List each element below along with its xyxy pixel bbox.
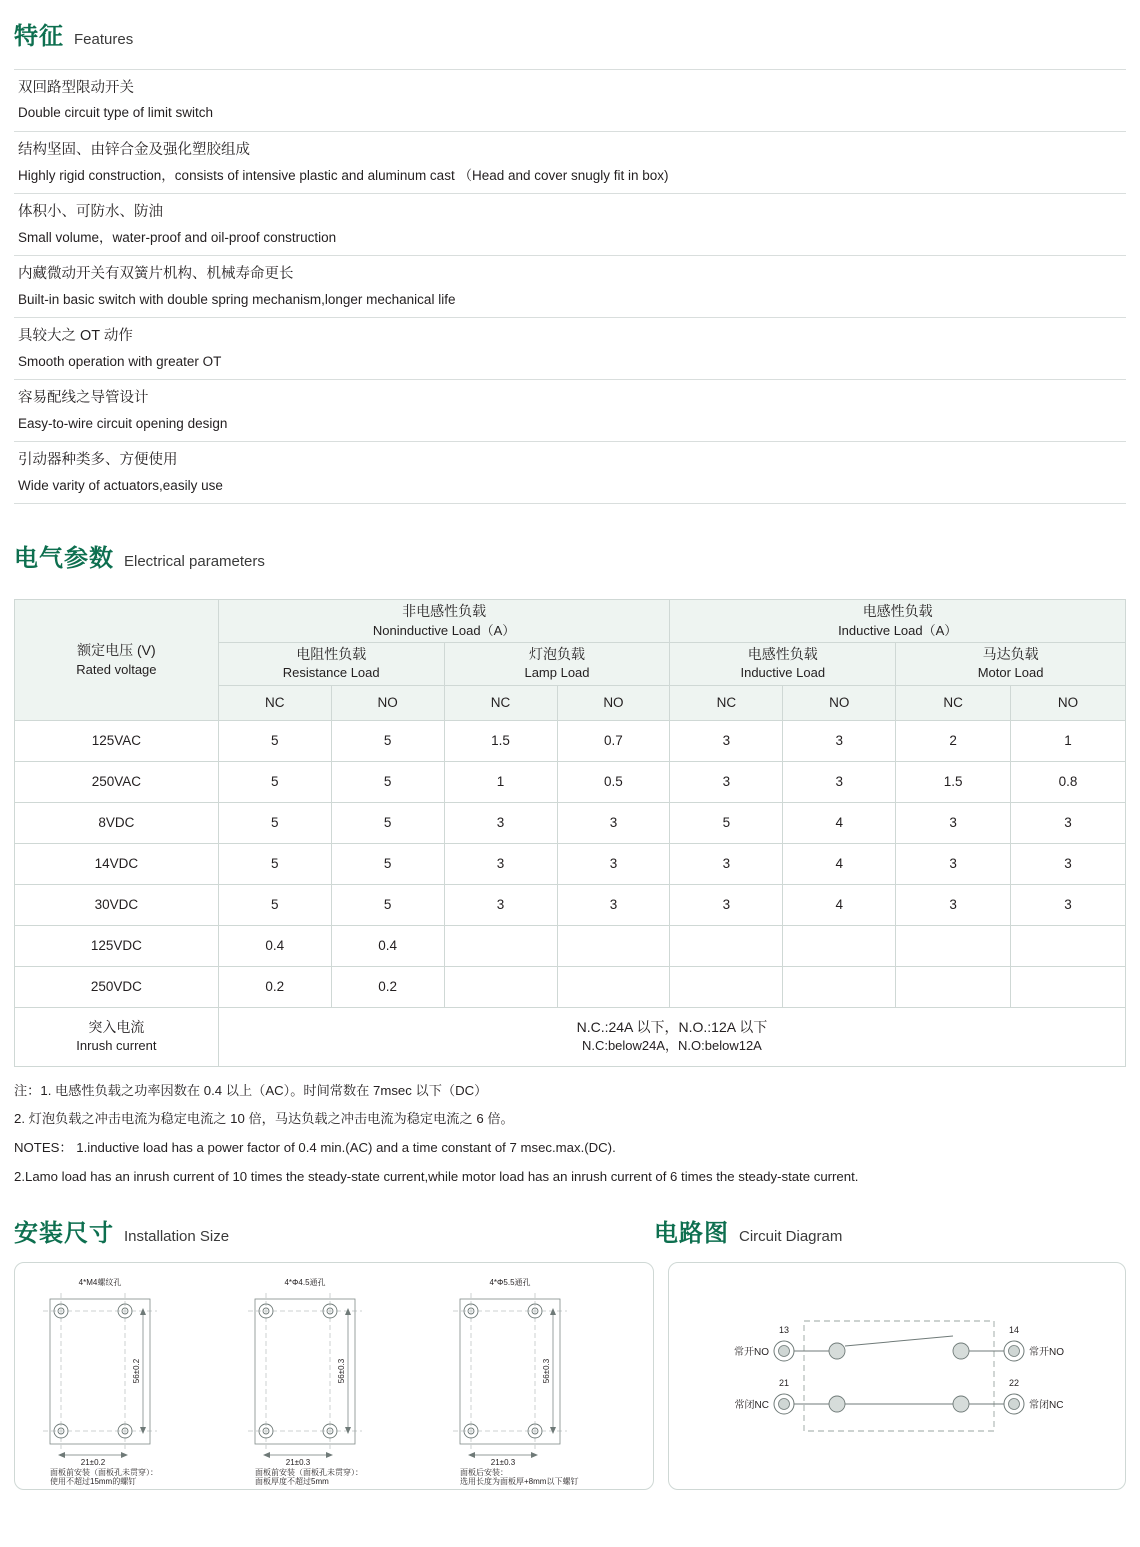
cell-value: 3 <box>670 761 783 802</box>
cell-value <box>557 966 670 1007</box>
cell-value: 4 <box>783 843 896 884</box>
cell-value: 0.7 <box>557 720 670 761</box>
cell-value: 5 <box>670 802 783 843</box>
features-table <box>14 69 1126 504</box>
row-voltage: 125VAC <box>15 720 219 761</box>
table-row <box>15 802 1126 843</box>
cell-value: 5 <box>218 802 331 843</box>
contact-header: NO <box>557 685 670 720</box>
contact-header: NC <box>218 685 331 720</box>
cell-value: 5 <box>331 884 444 925</box>
table-row-inrush <box>15 1007 1126 1066</box>
cell-value: 3 <box>557 843 670 884</box>
cell-value <box>670 966 783 1007</box>
terminal-label-nc-right: 常闭NC <box>1029 1399 1064 1411</box>
cell-value: 2 <box>896 720 1011 761</box>
installation-drawings <box>15 1263 655 1491</box>
table-row <box>15 761 1126 802</box>
cell-value: 3 <box>444 843 557 884</box>
feature-cn: 引动器种类多、方便使用 <box>18 452 178 469</box>
inrush-label-en: Inrush current <box>76 1038 157 1054</box>
cell-value <box>557 925 670 966</box>
cell-value: 5 <box>331 802 444 843</box>
subheader-en: Lamp Load <box>524 665 590 681</box>
circuit-drawing <box>669 1263 1127 1491</box>
table-row <box>15 925 1126 966</box>
cell-value: 3 <box>896 884 1011 925</box>
cell-value: 3 <box>896 802 1011 843</box>
cell-value <box>1011 966 1126 1007</box>
subheader-cn: 马达负载 <box>982 646 1039 662</box>
subheader-resistance-load <box>218 642 444 685</box>
table-row <box>15 720 1126 761</box>
row-voltage: 8VDC <box>15 802 219 843</box>
cell-value: 3 <box>783 720 896 761</box>
cell-value: 0.2 <box>218 966 331 1007</box>
notes-block <box>14 1081 1126 1187</box>
subheader-inductive-load <box>670 642 896 685</box>
note-line: 2.Lamo load has an inrush current of 10 times the steady-state current,while motor load has an inrush current of 6 times the steady-state current. <box>14 1168 859 1184</box>
contact-header: NC <box>444 685 557 720</box>
cell-value: 3 <box>783 761 896 802</box>
feature-en: Built-in basic switch with double spring mechanism,longer mechanical life <box>18 291 456 307</box>
cell-value: 3 <box>444 802 557 843</box>
cell-value: 3 <box>670 843 783 884</box>
features-heading-cn: 特征 <box>14 23 64 50</box>
rated-voltage-cn: 额定电压 (V) <box>77 642 156 659</box>
features-heading-en: Features <box>74 31 134 48</box>
row-voltage: 125VDC <box>15 925 219 966</box>
drawing-note-3b: 选用长度为面板厚+8mm以下螺钉 <box>460 1476 579 1486</box>
cell-value: 3 <box>1011 843 1126 884</box>
cell-value: 5 <box>331 761 444 802</box>
group-header-noninductive <box>218 600 670 642</box>
inrush-label-cn: 突入电流 <box>88 1019 145 1035</box>
cell-value: 0.5 <box>557 761 670 802</box>
inrush-label <box>15 1007 219 1066</box>
feature-en: Wide varity of actuators,easily use <box>18 477 223 493</box>
features-heading <box>0 16 1140 51</box>
circuit-diagram-panel <box>668 1262 1126 1490</box>
terminal-number-13: 13 <box>778 1324 790 1335</box>
table-row <box>15 966 1126 1007</box>
cell-value: 4 <box>783 802 896 843</box>
cell-value: 3 <box>670 884 783 925</box>
subheader-lamp-load <box>444 642 670 685</box>
terminal-number-22: 22 <box>1008 1377 1020 1388</box>
row-voltage: 250VAC <box>15 761 219 802</box>
electrical-heading-cn: 电气参数 <box>14 545 114 573</box>
subheader-en: Resistance Load <box>282 665 380 681</box>
inrush-value-en: N.C:below24A，N.O:below12A <box>581 1038 762 1054</box>
circuit-heading-cn: 电路图 <box>654 1219 729 1247</box>
feature-en: Highly rigid construction，consists of intensive plastic and aluminum cast （Head and cover snugly fit in box) <box>18 167 669 183</box>
feature-cn: 容易配线之导管设计 <box>18 390 149 407</box>
feature-cn: 体积小、可防水、防油 <box>18 204 163 221</box>
cell-value: 3 <box>557 884 670 925</box>
cell-value: 0.4 <box>331 925 444 966</box>
note-line: 2. 灯泡负载之冲击电流为稳定电流之 10 倍，马达负载之冲击电流为稳定电流之 6 倍。 <box>14 1111 514 1127</box>
drawing-note-1a: 面板前安装（面板孔未贯穿）： <box>50 1467 158 1477</box>
group-header-inductive <box>670 600 1126 642</box>
group-header-en: Noninductive Load（A） <box>372 622 516 638</box>
cell-value <box>896 966 1011 1007</box>
feature-en: Smooth operation with greater OT <box>18 353 222 369</box>
cell-value: 4 <box>783 884 896 925</box>
cell-value: 3 <box>896 843 1011 884</box>
feature-cn: 结构坚固、由锌合金及强化塑胶组成 <box>18 142 250 159</box>
rated-voltage-header <box>15 600 219 720</box>
electrical-table-wrapper <box>14 599 1126 1066</box>
cell-value: 1.5 <box>896 761 1011 802</box>
subheader-motor-load <box>896 642 1126 685</box>
electrical-heading <box>0 538 1140 573</box>
drawing-horizontal-dim-3: 21±0.3 <box>490 1457 516 1467</box>
terminal-label-nc-left: 常闭NC <box>734 1399 769 1411</box>
rated-voltage-en: Rated voltage <box>76 661 157 677</box>
cell-value: 3 <box>557 802 670 843</box>
installation-heading-en: Installation Size <box>124 1227 230 1245</box>
installation-diagram-panel <box>14 1262 654 1490</box>
note-line: NOTES： 1.inductive load has a power factor of 0.4 min.(AC) and a time constant of 7 msec.max.(DC). <box>14 1140 616 1156</box>
drawing-vertical-dim-3: 56±0.3 <box>542 1358 551 1383</box>
table-row <box>15 843 1126 884</box>
subheader-en: Inductive Load <box>740 665 826 681</box>
cell-value: 0.8 <box>1011 761 1126 802</box>
circuit-heading-en: Circuit Diagram <box>739 1227 843 1245</box>
drawing-note-3a: 面板后安装： <box>460 1467 508 1477</box>
cell-value <box>444 966 557 1007</box>
installation-heading <box>0 1213 654 1248</box>
group-header-cn: 电感性负载 <box>862 603 933 620</box>
terminal-label-no-left: 常开NO <box>734 1346 769 1358</box>
cell-value: 0.4 <box>218 925 331 966</box>
cell-value: 5 <box>218 720 331 761</box>
cell-value <box>1011 925 1126 966</box>
row-voltage: 30VDC <box>15 884 219 925</box>
drawing-note-2b: 面板厚度不超过5mm <box>255 1476 329 1486</box>
cell-value <box>670 925 783 966</box>
drawing-vertical-dim-1: 56±0.2 <box>132 1358 141 1383</box>
cell-value <box>783 925 896 966</box>
contact-header: NO <box>1011 685 1126 720</box>
row-voltage: 250VDC <box>15 966 219 1007</box>
electrical-heading-en: Electrical parameters <box>124 553 265 571</box>
group-header-cn: 非电感性负载 <box>402 603 487 620</box>
cell-value: 3 <box>1011 802 1126 843</box>
contact-header: NC <box>670 685 783 720</box>
cell-value: 0.2 <box>331 966 444 1007</box>
diagram-panels <box>14 1262 1126 1490</box>
drawing-horizontal-dim-1: 21±0.2 <box>80 1457 106 1467</box>
cell-value: 5 <box>331 843 444 884</box>
feature-cn: 具较大之 OT 动作 <box>18 328 133 345</box>
feature-cn: 内藏微动开关有双簧片机构、机械寿命更长 <box>18 266 294 283</box>
feature-cn: 双回路型限动开关 <box>18 80 134 96</box>
circuit-heading-wrap <box>654 1213 842 1248</box>
feature-en: Small volume，water-proof and oil-proof construction <box>18 229 337 245</box>
installation-heading-cn: 安装尺寸 <box>14 1219 114 1247</box>
cell-value: 5 <box>218 761 331 802</box>
cell-value: 1.5 <box>444 720 557 761</box>
feature-row <box>14 256 1126 318</box>
installation-heading-wrap <box>0 1213 654 1248</box>
terminal-label-no-right: 常开NO <box>1029 1346 1064 1358</box>
cell-value <box>896 925 1011 966</box>
circuit-heading <box>654 1213 842 1248</box>
cell-value: 5 <box>331 720 444 761</box>
cell-value: 5 <box>218 843 331 884</box>
table-header-row <box>15 600 1126 642</box>
drawing-vertical-dim-2: 56±0.3 <box>337 1358 346 1383</box>
feature-row <box>14 318 1126 380</box>
contact-header: NO <box>783 685 896 720</box>
drawing-horizontal-dim-2: 21±0.3 <box>285 1457 311 1467</box>
feature-en: Easy-to-wire circuit opening design <box>18 415 228 431</box>
inrush-value-cn: N.C.:24A 以下，N.O.:12A 以下 <box>576 1019 768 1035</box>
cell-value: 3 <box>1011 884 1126 925</box>
cell-value: 5 <box>218 884 331 925</box>
row-voltage: 14VDC <box>15 843 219 884</box>
cell-value: 3 <box>444 884 557 925</box>
bottom-headings <box>0 1213 1140 1248</box>
drawing-note-1b: 使用不超过15mm的螺钉 <box>50 1476 137 1486</box>
contact-header: NC <box>896 685 1011 720</box>
cell-value <box>783 966 896 1007</box>
subheader-cn: 电阻性负载 <box>296 646 367 662</box>
inrush-value <box>218 1007 1125 1066</box>
drawing-top-label-2: 4*Φ4.5通孔 <box>284 1277 326 1287</box>
note-line: 注：1. 电感性负载之功率因数在 0.4 以上（AC）。时间常数在 7msec 以下（DC） <box>14 1082 488 1098</box>
subheader-cn: 灯泡负载 <box>529 646 585 662</box>
installation-drawing-1 <box>43 1277 158 1486</box>
group-header-en: Inductive Load（A） <box>838 622 958 638</box>
drawing-top-label-3: 4*Φ5.5通孔 <box>489 1277 531 1287</box>
table-row <box>15 884 1126 925</box>
feature-row <box>14 380 1126 442</box>
subheader-cn: 电感性负载 <box>747 646 818 662</box>
terminal-number-21: 21 <box>778 1377 790 1388</box>
drawing-top-label-1: 4*M4螺纹孔 <box>78 1277 122 1287</box>
subheader-en: Motor Load <box>977 665 1044 681</box>
feature-en: Double circuit type of limit switch <box>18 105 214 121</box>
feature-row <box>14 442 1126 504</box>
feature-row <box>14 70 1126 132</box>
feature-row <box>14 132 1126 194</box>
feature-row <box>14 194 1126 256</box>
terminal-number-14: 14 <box>1008 1324 1020 1335</box>
cell-value: 3 <box>670 720 783 761</box>
electrical-parameters-table <box>14 599 1126 1066</box>
cell-value: 1 <box>444 761 557 802</box>
drawing-note-2a: 面板前安装（面板孔未贯穿）： <box>255 1467 363 1477</box>
cell-value <box>444 925 557 966</box>
installation-drawing-2 <box>248 1277 363 1486</box>
installation-drawing-3 <box>453 1277 578 1486</box>
datasheet-page <box>0 16 1140 1490</box>
cell-value: 1 <box>1011 720 1126 761</box>
contact-header: NO <box>331 685 444 720</box>
